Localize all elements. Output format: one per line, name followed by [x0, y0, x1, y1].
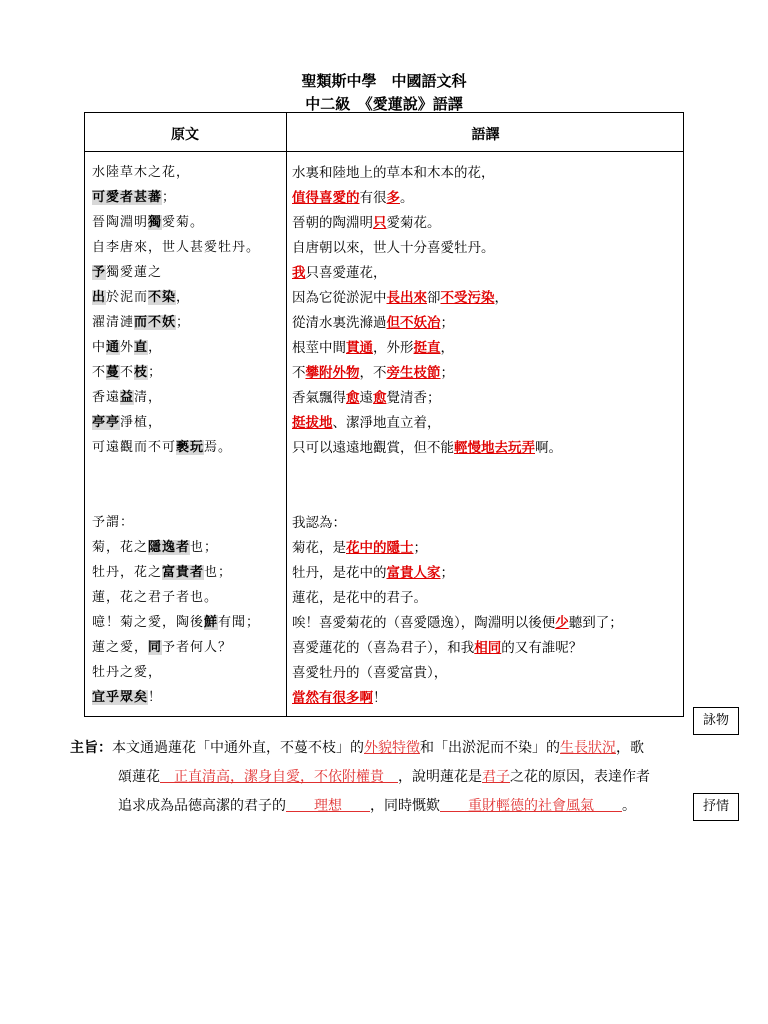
highlighted-phrase: 枝 — [134, 365, 149, 380]
highlighted-phrase: 花中的隱士 — [346, 540, 414, 556]
text-segment: 我認為： — [292, 515, 346, 531]
highlighted-phrase: 鮮 — [204, 615, 219, 630]
highlighted-phrase: 出 — [92, 290, 107, 305]
text-segment: 。 — [400, 190, 414, 206]
highlighted-phrase: 挺拔地 — [292, 415, 333, 431]
label-box-yongwu: 詠物 — [693, 707, 739, 735]
highlighted-phrase: 而不妖 — [134, 315, 177, 330]
text-segment: ； — [440, 315, 454, 331]
translation-text-line — [292, 563, 454, 583]
translation-text-line — [292, 388, 441, 408]
original-text-line — [92, 538, 218, 558]
text-segment: 遠 — [359, 390, 373, 406]
text-segment: 菊，花之 — [92, 540, 149, 555]
text-segment: ； — [413, 540, 427, 556]
highlighted-phrase: 同 — [148, 640, 163, 655]
text-segment: 晉陶淵明 — [92, 215, 149, 230]
text-segment: 香遠 — [92, 390, 121, 405]
text-segment: 水裏和陸地上的草本和木本的花， — [292, 165, 495, 181]
text-segment: 、潔淨地直立着， — [332, 415, 441, 431]
text-segment: ， — [494, 290, 508, 306]
original-text-line — [92, 413, 162, 433]
text-segment: 予謂： — [92, 515, 135, 530]
highlighted-phrase: 通 — [106, 340, 121, 355]
original-text-line — [92, 588, 218, 608]
highlighted-phrase: 富貴人家 — [386, 565, 441, 581]
highlighted-phrase: 直 — [134, 340, 149, 355]
highlighted-phrase: 亭亭 — [92, 415, 121, 430]
text-segment: 也； — [190, 540, 219, 555]
text-segment: 愛菊花。 — [386, 215, 441, 231]
translation-text-line — [292, 288, 508, 308]
text-segment: 有很 — [359, 190, 387, 206]
text-segment: 唉！喜愛菊花的（喜愛隱逸），陶淵明以後便 — [292, 615, 556, 631]
text-segment: 從清水裏洗滌過 — [292, 315, 387, 331]
highlighted-phrase: 愈 — [346, 390, 360, 406]
highlighted-phrase: 多 — [386, 190, 400, 206]
text-segment: 獨愛蓮之 — [106, 265, 163, 280]
highlighted-phrase: 值得喜愛的 — [292, 190, 360, 206]
translation-text-line — [292, 413, 441, 433]
original-text-line — [92, 338, 162, 358]
text-segment: 牡丹之愛， — [92, 665, 163, 680]
highlighted-phrase: 長出來 — [386, 290, 427, 306]
text-segment: 予者何人？ — [162, 640, 233, 655]
original-text-line — [92, 688, 162, 708]
text-segment: 追求成為品德高潔的君子的 — [118, 798, 286, 814]
text-segment: 不 — [92, 365, 107, 380]
highlighted-phrase: 攀附外物 — [305, 365, 360, 381]
text-segment: 菊花，是 — [292, 540, 346, 556]
highlighted-phrase: 隱逸者 — [148, 540, 191, 555]
text-segment: ，外形 — [373, 340, 414, 356]
highlighted-phrase: 君子 — [482, 769, 510, 785]
translation-text-line — [292, 513, 346, 533]
text-segment: ； — [176, 315, 191, 330]
highlighted-phrase: 可愛者甚蕃 — [92, 190, 163, 205]
highlighted-phrase: 富貴者 — [162, 565, 205, 580]
highlighted-phrase: ＿正直清高，潔身自愛，不依附權貴＿ — [160, 769, 398, 785]
text-segment: 之花的原因，表達作者 — [510, 769, 650, 785]
highlighted-phrase: 當然有很多啊 — [292, 690, 373, 706]
text-segment: ！ — [148, 690, 163, 705]
text-segment: 蓮，花之君子者也。 — [92, 590, 219, 605]
text-segment: 可遠觀而不可 — [92, 440, 177, 455]
text-segment: 不 — [120, 365, 135, 380]
text-segment: ！ — [373, 690, 387, 706]
text-segment: 牡丹，是花中的 — [292, 565, 387, 581]
text-segment: ，不 — [359, 365, 387, 381]
text-segment: 自李唐來，世人甚愛牡丹。 — [92, 240, 261, 255]
text-segment: ， — [148, 340, 163, 355]
text-segment: 覺清香； — [386, 390, 441, 406]
translation-text-line — [292, 213, 441, 233]
highlighted-phrase: 不受污染 — [440, 290, 495, 306]
translation-text-line — [292, 263, 387, 283]
text-segment: 焉。 — [204, 440, 233, 455]
highlighted-phrase: 予 — [92, 265, 107, 280]
text-segment: 只可以遠遠地觀賞，但不能 — [292, 440, 454, 456]
highlighted-phrase: 少 — [555, 615, 569, 631]
text-segment: 淨植， — [120, 415, 163, 430]
translation-text-line — [292, 313, 454, 333]
summary-line-3 — [118, 796, 636, 816]
text-segment: 水陸草木之花， — [92, 165, 191, 180]
text-segment: 不 — [292, 365, 306, 381]
translation-text-line — [292, 538, 427, 558]
text-segment: 中 — [92, 340, 107, 355]
text-segment: 本文通過蓮花「中通外直，不蔓不枝」的 — [112, 740, 364, 756]
translation-text-line — [292, 438, 562, 458]
text-segment: 。 — [622, 798, 636, 814]
column-header-translation: 語譯 — [471, 127, 500, 143]
summary-line-2 — [118, 767, 650, 787]
summary-line-1-text — [112, 740, 644, 756]
text-segment: ，說明蓮花是 — [398, 769, 482, 785]
text-segment: 自唐朝以來，世人十分喜愛牡丹。 — [292, 240, 495, 256]
text-segment: 有聞； — [218, 615, 261, 630]
text-segment: 蓮花，是花中的君子。 — [292, 590, 427, 606]
translation-text-line — [292, 613, 623, 633]
original-text-line — [92, 363, 162, 383]
translation-text-line — [292, 588, 427, 608]
highlighted-phrase: 旁生枝節 — [386, 365, 441, 381]
translation-text-line — [292, 338, 454, 358]
text-segment: 牡丹，花之 — [92, 565, 163, 580]
text-segment: ， — [176, 290, 191, 305]
highlighted-phrase: 蔓 — [106, 365, 121, 380]
text-segment: ； — [440, 565, 454, 581]
highlighted-phrase: 只 — [373, 215, 387, 231]
original-text-line — [92, 513, 134, 533]
highlighted-phrase: 益 — [120, 390, 135, 405]
text-segment: ，歌 — [616, 740, 644, 756]
original-text-line — [92, 438, 232, 458]
highlighted-phrase: 不染 — [148, 290, 177, 305]
highlighted-phrase: 外貌特徵 — [364, 740, 420, 756]
text-segment: 晉朝的陶淵明 — [292, 215, 373, 231]
original-text-line — [92, 613, 260, 633]
original-text-line — [92, 288, 190, 308]
highlighted-phrase: 相同 — [474, 640, 502, 656]
translation-text-line — [292, 163, 495, 183]
text-segment: 香氣飄得 — [292, 390, 346, 406]
original-text-line — [92, 663, 162, 683]
text-segment: ； — [440, 365, 454, 381]
school-title: 聖類斯中學 中國語文科 — [301, 72, 467, 90]
text-segment: 喜愛牡丹的（喜愛富貴）， — [292, 665, 448, 681]
original-text-line — [92, 263, 162, 283]
worksheet-title: 中二級 《愛蓮說》語譯 — [305, 95, 463, 113]
text-segment: 啊。 — [535, 440, 562, 456]
highlighted-phrase: ＿＿重財輕德的社會風氣＿＿ — [440, 798, 622, 814]
table-column-divider — [286, 112, 287, 717]
original-text-line — [92, 188, 176, 208]
text-segment: ，同時慨歎 — [370, 798, 440, 814]
translation-text-line — [292, 688, 387, 708]
original-text-line — [92, 313, 190, 333]
text-segment: 於泥而 — [106, 290, 149, 305]
text-segment: 也； — [204, 565, 233, 580]
original-text-line — [92, 563, 232, 583]
text-segment: ； — [162, 190, 177, 205]
original-text-line — [92, 238, 260, 258]
text-segment: 和「出淤泥而不染」的 — [420, 740, 560, 756]
text-segment: 只喜愛蓮花， — [305, 265, 387, 281]
label-box-shuqing: 抒情 — [693, 793, 739, 821]
original-text-line — [92, 638, 232, 658]
text-segment: 濯清漣 — [92, 315, 135, 330]
highlighted-phrase: ＿＿理想＿＿ — [286, 798, 370, 814]
text-segment: 愛菊。 — [162, 215, 205, 230]
highlighted-phrase: 但不妖冶 — [386, 315, 441, 331]
highlighted-phrase: 我 — [292, 265, 306, 281]
translation-text-line — [292, 663, 447, 683]
column-header-original: 原文 — [171, 127, 199, 143]
text-segment: 噫！菊之愛，陶後 — [92, 615, 205, 630]
summary-label: 主旨： — [70, 740, 112, 756]
summary-line-1 — [70, 738, 644, 758]
text-segment: 清， — [134, 390, 163, 405]
original-text-line — [92, 163, 190, 183]
text-segment: 卻 — [427, 290, 441, 306]
original-text-line — [92, 388, 162, 408]
text-segment: 喜愛蓮花的（喜為君子），和我 — [292, 640, 475, 656]
table-header-divider — [84, 151, 684, 152]
text-segment: 聽到了； — [568, 615, 623, 631]
translation-text-line — [292, 638, 582, 658]
highlighted-phrase: 宜乎眾矣 — [92, 690, 149, 705]
text-segment: 根莖中間 — [292, 340, 346, 356]
highlighted-phrase: 獨 — [148, 215, 163, 230]
original-text-line — [92, 213, 204, 233]
highlighted-phrase: 愈 — [373, 390, 387, 406]
highlighted-phrase: 輕慢地去玩弄 — [454, 440, 535, 456]
translation-text-line — [292, 238, 495, 258]
translation-text-line — [292, 363, 454, 383]
text-segment: ， — [440, 340, 454, 356]
text-segment: 外 — [120, 340, 135, 355]
text-segment: ； — [148, 365, 163, 380]
text-segment: 的又有誰呢？ — [501, 640, 583, 656]
text-segment: 蓮之愛， — [92, 640, 149, 655]
highlighted-phrase: 生長狀況 — [560, 740, 616, 756]
highlighted-phrase: 貫通 — [346, 340, 373, 356]
translation-text-line — [292, 188, 414, 208]
text-segment: 頌蓮花 — [118, 769, 160, 785]
text-segment: 因為它從淤泥中 — [292, 290, 387, 306]
highlighted-phrase: 褻玩 — [176, 440, 205, 455]
highlighted-phrase: 挺直 — [413, 340, 441, 356]
